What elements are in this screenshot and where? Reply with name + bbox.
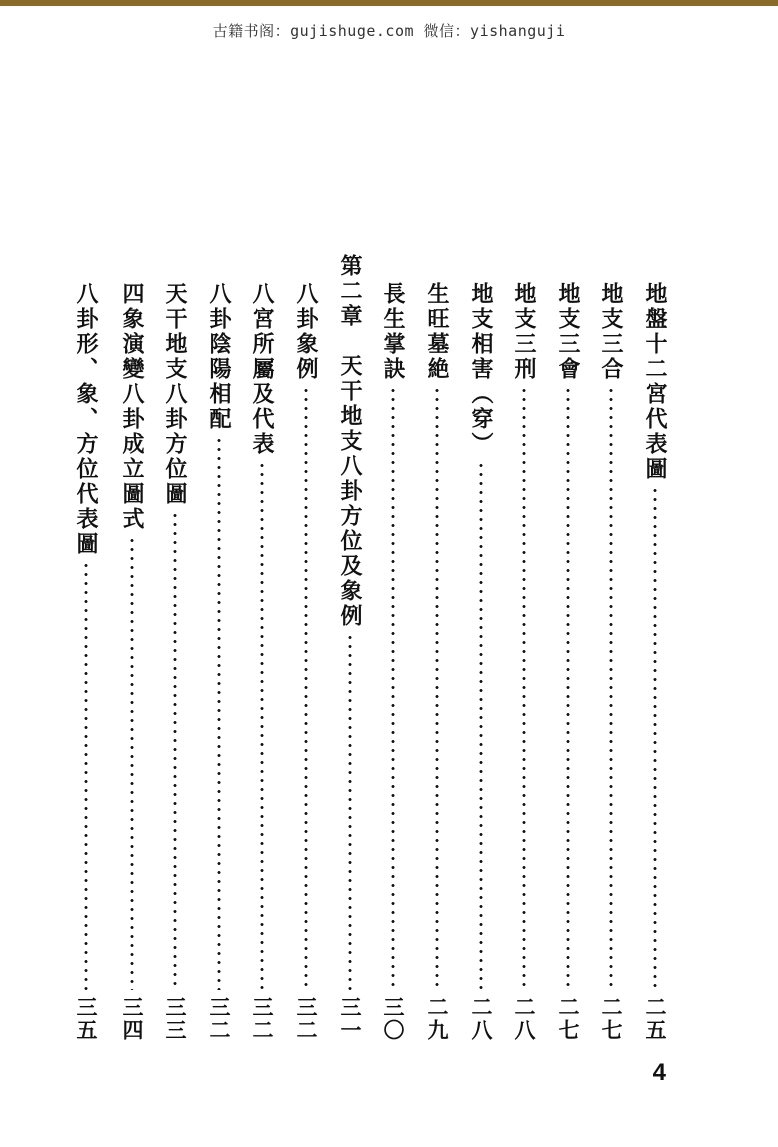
toc-entry-page: 三二 <box>294 996 319 1042</box>
toc-entry-title: 八宮所屬及代表 <box>249 282 275 457</box>
toc-entry-title: 地支三刑 <box>511 282 537 382</box>
dot-leader <box>391 386 395 990</box>
toc-entry <box>553 282 583 1042</box>
toc-entry-page: 三四 <box>120 996 145 1042</box>
toc-entry-page: 二九 <box>425 996 450 1042</box>
dot-leader <box>566 386 570 990</box>
toc-entry-title: 八卦形、象、方位代表圖 <box>73 282 99 557</box>
toc-entry-page: 二五 <box>643 996 668 1042</box>
toc-entry <box>378 282 408 1042</box>
toc-entry <box>71 282 101 1042</box>
toc-entry-title: 天干地支八卦方位圖 <box>162 282 188 507</box>
toc-entry-page: 三二 <box>207 996 232 1042</box>
toc-entry-title: 地支相害（穿） <box>468 282 494 457</box>
dot-leader <box>260 461 264 990</box>
dot-leader <box>304 386 308 990</box>
dot-leader <box>479 461 483 990</box>
dot-leader <box>609 386 613 990</box>
toc-entry <box>160 282 190 1042</box>
dot-leader <box>435 386 439 990</box>
toc-entry-page: 三一 <box>338 996 363 1042</box>
toc-entry-title: 地支三合 <box>598 282 624 382</box>
dot-leader <box>522 386 526 990</box>
toc-entry <box>422 282 452 1042</box>
toc-entry-title: 長生掌訣 <box>380 282 406 382</box>
toc-entry-chapter <box>335 254 365 1042</box>
dot-leader <box>130 536 134 990</box>
dot-leader <box>348 633 352 990</box>
toc-entry-title: 八卦象例 <box>293 282 319 382</box>
toc-entry <box>596 282 626 1042</box>
toc-entry-title: 四象演變八卦成立圖式 <box>119 282 145 532</box>
toc-entry-page: 二七 <box>599 996 624 1042</box>
toc-entry-page: 三五 <box>74 996 99 1042</box>
toc-entry-page: 二七 <box>556 996 581 1042</box>
toc-entry-page: 二八 <box>512 996 537 1042</box>
toc-entry-title: 地支三會 <box>555 282 581 382</box>
page-number: 4 <box>652 1059 666 1086</box>
toc-entry-title: 地盤十二宮代表圖 <box>642 282 668 482</box>
toc-entry <box>291 282 321 1042</box>
toc-entry-page: 三〇 <box>381 996 406 1042</box>
toc-entry <box>640 282 670 1042</box>
toc-chapter-title: 第二章 天干地支八卦方位及象例 <box>337 254 363 629</box>
toc-entry-page: 三三 <box>163 996 188 1042</box>
toc-entry <box>247 282 277 1042</box>
toc-entry-page: 二八 <box>469 996 494 1042</box>
dot-leader <box>173 511 177 990</box>
toc-entry-title: 生旺墓絶 <box>424 282 450 382</box>
dot-leader <box>653 486 657 990</box>
dot-leader <box>84 561 88 990</box>
watermark-text: 古籍书阁：gujishuge.com 微信：yishanguji <box>212 22 566 40</box>
toc-entry <box>466 282 496 1042</box>
toc-entry <box>509 282 539 1042</box>
toc-entry-page: 三二 <box>250 996 275 1042</box>
toc-entry <box>204 282 234 1042</box>
toc-entry-title: 八卦陰陽相配 <box>206 282 232 432</box>
toc-entry <box>117 282 147 1042</box>
dot-leader <box>217 436 221 990</box>
